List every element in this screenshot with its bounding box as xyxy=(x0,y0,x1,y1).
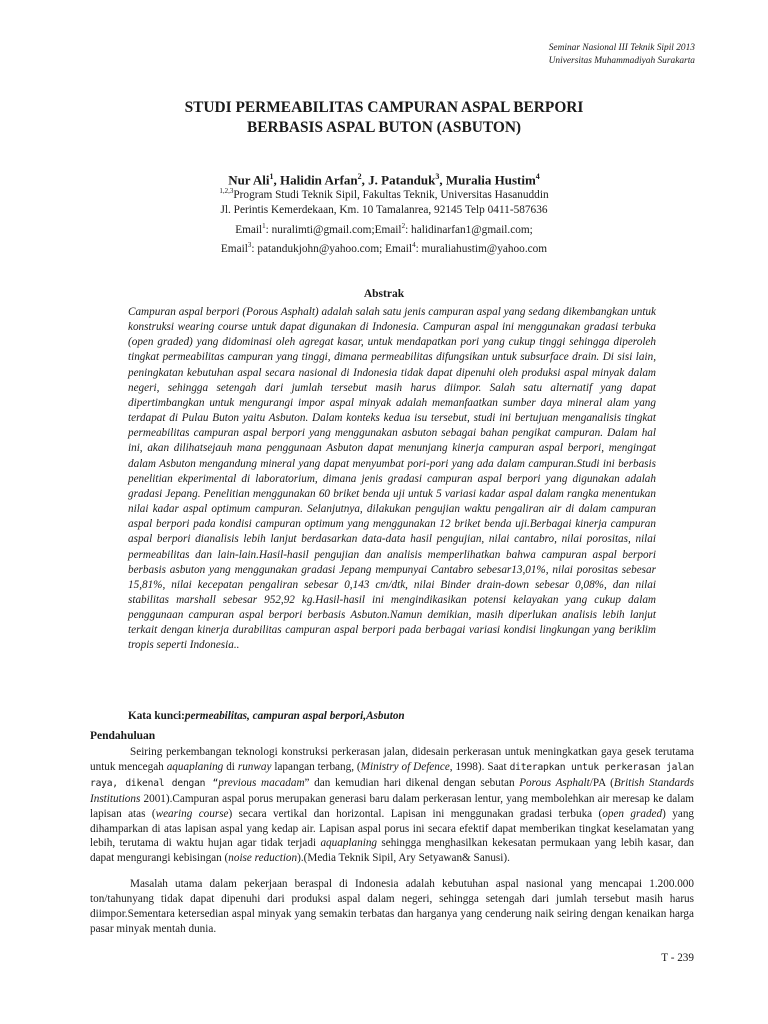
abstract-heading: Abstrak xyxy=(363,288,405,300)
text-run-italic: aquaplaning xyxy=(166,760,224,773)
running-head xyxy=(549,42,695,68)
affiliation-program xyxy=(0,184,768,203)
text-run: ” dan kemudian hari dikenal dengan sebutan xyxy=(304,776,520,789)
email-address: : patandukjohn@yahoo.com; xyxy=(251,242,386,255)
author-affiliation-mark: 2 xyxy=(357,172,362,181)
text-run: lapangan terbang, ( xyxy=(271,760,361,773)
text-run-italic: previous macadam xyxy=(218,776,305,789)
email-mark: 4 xyxy=(412,241,416,250)
author-name: Halidin Arfan xyxy=(280,172,358,188)
author-name: J. Patanduk xyxy=(368,172,436,188)
email-mark: 3 xyxy=(247,241,252,250)
author-affiliation-mark: 3 xyxy=(435,172,440,181)
keywords-label: Kata kunci: xyxy=(128,710,185,722)
text-run-italic: aquaplaning xyxy=(320,837,378,850)
keywords xyxy=(128,709,656,724)
keywords-text: permeabilitas, campuran aspal berpori,Asbuton xyxy=(184,710,405,722)
running-head-university: Universitas Muhammadiyah Surakarta xyxy=(548,56,695,66)
affiliation-emails-2 xyxy=(0,238,768,257)
text-run: di xyxy=(223,760,238,773)
text-run-italic: open graded xyxy=(602,807,663,820)
text-run-italic: runway xyxy=(237,760,272,773)
text-run: /PA ( xyxy=(589,776,614,789)
author-name: Nur Ali xyxy=(228,172,270,188)
email-label: Email xyxy=(235,223,263,236)
affiliation-block xyxy=(0,184,768,257)
author-separator: , xyxy=(439,172,446,188)
text-run: ) yang dihamparkan di atas lapisan aspal yang kedap air. Lapisan aspal porus ini secara efektif dapat memberikan tingkat keselamatan yang lebih, terutama di waktu hujan agar tidak terjadi xyxy=(90,807,695,850)
paper-title xyxy=(0,98,768,138)
text-run: , 1998). Saat xyxy=(449,760,510,773)
text-run: sehingga menghasilkan kekesatan permukaan yang lebih kasar, dan dapat mengurangi kebisingan ( xyxy=(90,837,694,865)
email-mark: 1 xyxy=(262,221,266,230)
section-heading-introduction: Pendahuluan xyxy=(90,730,156,742)
text-run: 2001).Campuran aspal porus merupakan generasi baru dalam perkerasan lentur, yang membolehkan air meresap ke dalam lapisan atas ( xyxy=(90,792,694,820)
title-line-1: STUDI PERMEABILITAS CAMPURAN ASPAL BERPORI xyxy=(184,99,584,116)
text-run: ).(Media Teknik Sipil, Ary Setyawan& Sanusi). xyxy=(297,852,510,865)
page-number: T - 239 xyxy=(661,952,694,964)
author-separator: , xyxy=(361,172,369,188)
text-run: ) secara vertikal dan horizontal. Lapisan ini menggunakan gradasi terbuka ( xyxy=(228,807,603,820)
text-run-italic: Ministry of Defence xyxy=(360,760,450,773)
text-run-italic: Porous Asphalt xyxy=(519,776,590,789)
author-separator: , xyxy=(273,172,280,188)
text-run-italic: noise reduction xyxy=(228,852,298,865)
introduction-paragraph-1 xyxy=(90,745,694,866)
text-run: Seiring perkembangan teknologi konstruksi perkerasan jalan, didesain perkerasan untuk meningkatkan gaya gesek terutama untuk mencegah xyxy=(90,746,694,773)
email-address: : muraliahustim@yahoo.com xyxy=(415,242,548,255)
text-run-alt-font: diterapkan untuk perkerasan jalan raya, dikenal dengan “ xyxy=(90,761,694,789)
text-run-italic: British Standards Institutions xyxy=(90,776,695,805)
author-affiliation-mark: 4 xyxy=(535,172,540,181)
introduction-paragraph-2: Masalah utama dalam pekerjaan beraspal di Indonesia adalah kebutuhan aspal nasional yang mencapai 1.200.000 ton/tahunyang tidak dapat dipenuhi dari produksi aspal dalam negeri, sehingga setengah dari jumlah tersebut masih harus diimpor.Sementara ketersedian aspal minyak yang semakin terbatas dan harganya yang cenderung naik seiring dengan kenaikan harga pasar minyak mentah dunia. xyxy=(90,878,694,935)
email-label: Email xyxy=(385,242,413,255)
title-line-2: BERBASIS ASPAL BUTON (ASBUTON) xyxy=(246,119,522,136)
affiliation-emails-1 xyxy=(0,219,768,238)
email-address: : halidinarfan1@gmail.com; xyxy=(405,223,533,236)
affiliation-program-text: Program Studi Teknik Sipil, Fakultas Teknik, Universitas Hasanuddin xyxy=(233,188,549,201)
affiliation-address: Jl. Perintis Kemerdekaan, Km. 10 Tamalanrea, 92145 Telp 0411-587636 xyxy=(220,204,548,217)
author-name: Muralia Hustim xyxy=(445,172,536,188)
running-head-conference: Seminar Nasional III Teknik Sipil 2013 xyxy=(548,43,695,53)
author-affiliation-mark: 1 xyxy=(269,172,274,181)
text-run-italic: wearing course xyxy=(155,807,229,820)
affiliation-mark: 1,2,3 xyxy=(219,187,234,195)
email-address: : nuralimti@gmail.com; xyxy=(265,223,375,236)
email-label: Email xyxy=(220,242,248,255)
abstract-text: Campuran aspal berpori (Porous Asphalt) adalah salah satu jenis campuran aspal yang sedang dikembangkan untuk konstruksi wearing course untuk dapat digunakan di Indonesia. Campuran aspal ini menggunakan gradasi terbuka (open graded) yang didominasi oleh agregat kasar, untuk mendapatkan pori yang cukup tinggi sehingga diperoleh tingkat permeabilitas campuran yang tinggi, dimana permeabilitas difungsikan untuk subsurface drain. Di sisi lain, peningkatan kebutuhan aspal secara nasional di Indonesia tidak dapat dipenuhi oleh produksi aspal minyak dalam negeri, sehingga setengah dari jumlah tersebut masih harus diimpor. Salah satu alternatif yang dapat dipertimbangkan untuk mengurangi impor aspal minyak adalah memanfaatkan sumber daya mineral alam yang terdapat di Pulau Buton yaitu Asbuton. Dalam konteks kedua isu tersebut, studi ini bertujuan menganalisis tingkat permeabilitas campuran aspal berpori yang menggunakan asbuton sebagai bahan pengikat campuran. Dalam hal ini, akan dilihatsejauh mana penggunaan Asbuton dapat menunjang kinerja campuran aspal berpori, mengingat dalam Asbuton mengandung mineral yang dapat menyumbat pori-pori yang ada dalam campuran.Studi ini berbasis penelitian ekperimental di laboratorium, dimana jenis gradasi campuran aspal berpori yang digunakan adalah gradasi Jepang. Penelitian menggunakan 60 briket benda uji untuk 5 variasi kadar aspal dalam rangka menentukan nilai kadar aspal optimum campuran. Selanjutnya, dilakukan pengujian waktu pengaliran air di dalam campuran aspal berpori pada kondisi campuran optimum yang menggunakan 12 briket benda uji.Berbagai kinerja campuran aspal berpori dianalisis lebih lanjut berdasarkan data-data hasil pengujian, nilai cantabro, nilai porositas, nilai permeabilitas dan lain-lain.Hasil-hasil pengujian dan analisis memperlihatkan bahwa campuran aspal berpori berbasis asbuton yang menggunakan gradasi Jepang mempunyai Cantabro sebesar13,01%, nilai porositas sebesar 15,81%, nilai kecepatan pengaliran sebesar 0,143 cm/dtk, nilai Binder drain-down sebesar 0,08%, dan nilai stabilitas marshall sebesar 952,92 kg.Hasil-hasil ini mengindikasikan potensi kelayakan yang cukup dalam penggunaan campuran aspal berpori berbasis Asbuton.Namun demikian, masih diperlukan analisis lebih lanjut terkait dengan kinerja durabilitas campuran aspal berpori pada berbagai variasi kondisi lingkungan yang beriklim tropis seperti Indonesia.. xyxy=(128,306,656,652)
email-mark: 2 xyxy=(401,221,406,230)
email-label: Email xyxy=(374,223,402,236)
